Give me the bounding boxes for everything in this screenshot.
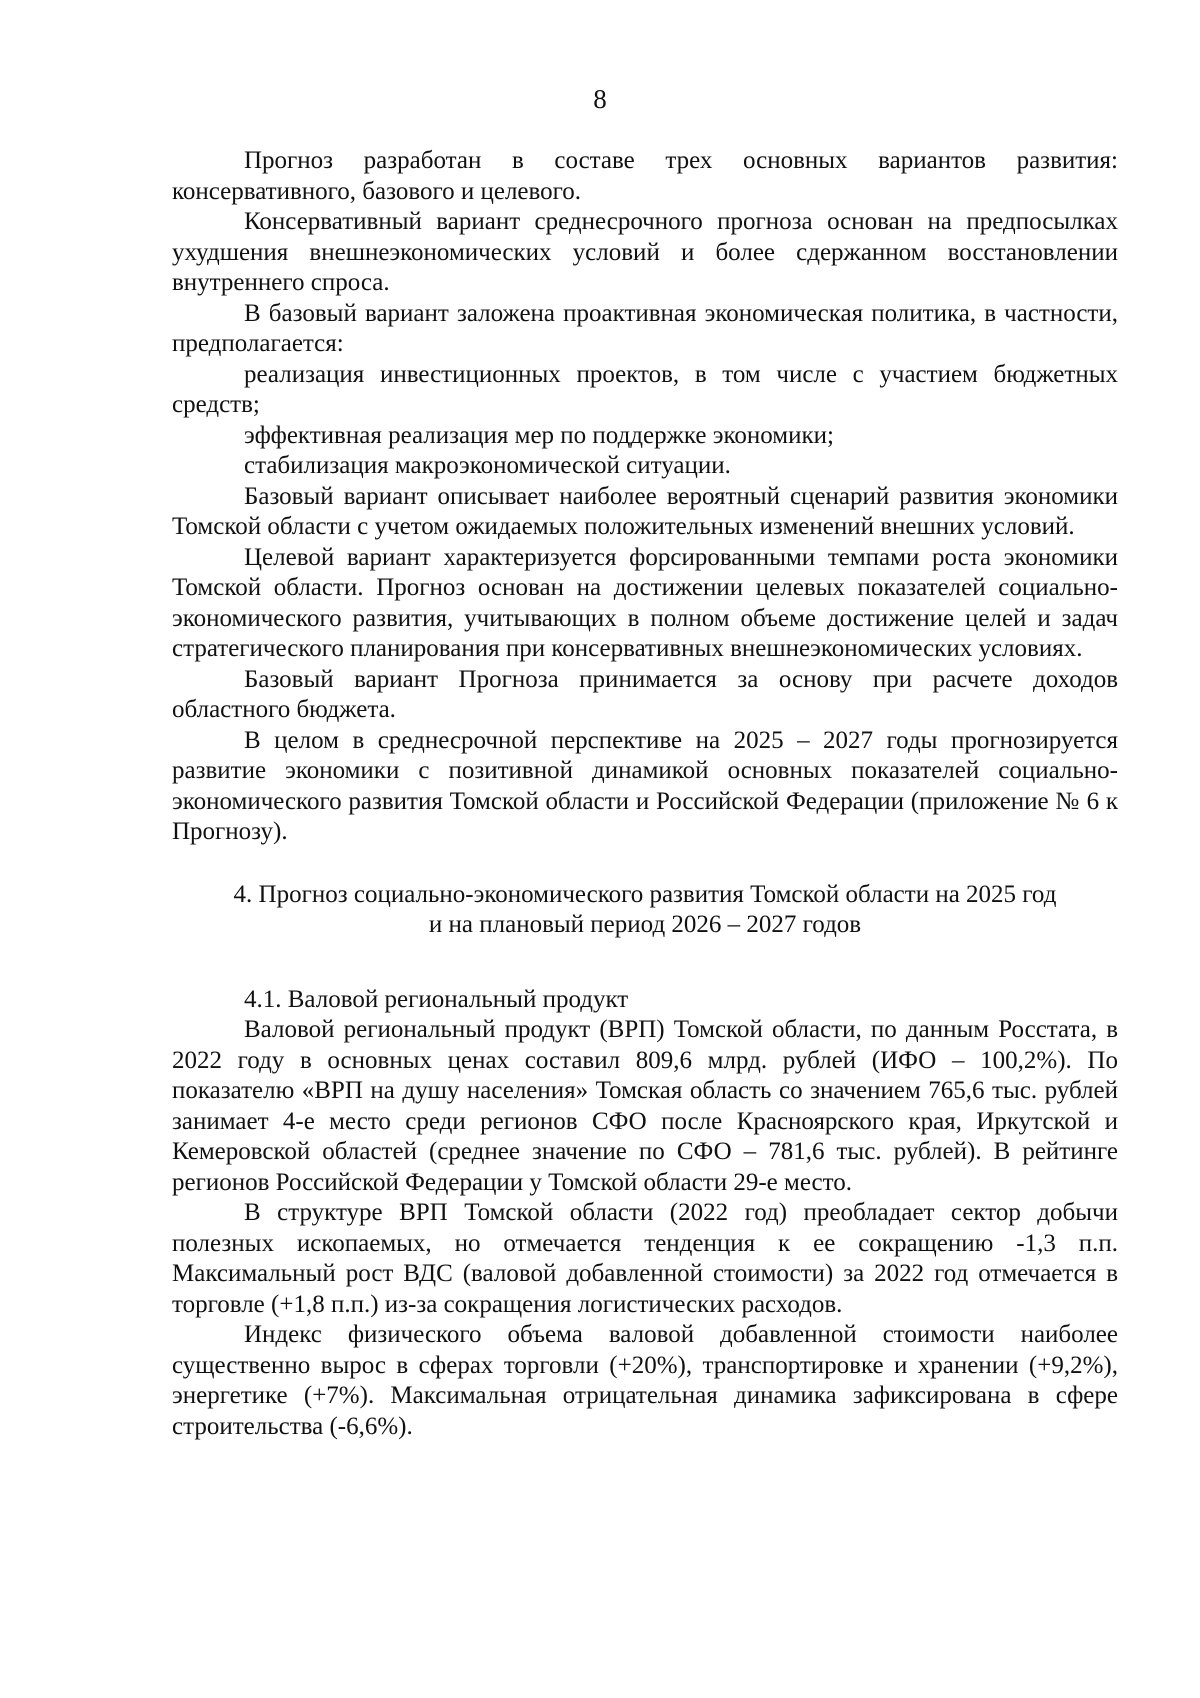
section-heading-line-2: и на плановый период 2026 – 2027 годов [428, 911, 862, 938]
page-number: 8 [593, 84, 607, 114]
section-heading [172, 880, 1118, 941]
paragraph-medium-term-outlook: В целом в среднесрочной перспективе на 2025 – 2027 годы прогнозируется развитие экономики с позитивной динамикой основных показателей социально-экономического развития Томской области и Российской Федерации (приложение № 6 к Прогнозу). [172, 726, 1118, 845]
list-item-stabilization: стабилизация макроэкономической ситуации. [244, 452, 731, 479]
paragraph-grp-overview: Валовой региональный продукт (ВРП) Томской области, по данным Росстата, в 2022 году в основных ценах составил 809,6 млрд. рублей (ИФО – 100,2%). По показателю «ВРП на душу населения» Томская область со значением 765,6 тыс. рублей занимает 4-е место среди регионов СФО после Красноярского края, Иркутской и Кемеровской областей (среднее значение по СФО – 781,6 тыс. рублей). В рейтинге регионов Российской Федерации у Томской области 29-е место. [172, 1016, 1118, 1196]
paragraph-base-variant-description: Базовый вариант описывает наиболее вероятный сценарий развития экономики Томской области с учетом ожидаемых положительных изменений внешних условий. [172, 482, 1118, 540]
paragraph-grp-structure: В структуре ВРП Томской области (2022 год) преобладает сектор добычи полезных ископаемых, но отмечается тенденция к ее сокращению -1,3 п.п. Максимальный рост ВДС (валовой добавленной стоимости) за 2022 год отмечается в торговле (+1,8 п.п.) из-за сокращения логистических расходов. [172, 1199, 1118, 1318]
paragraph-target-variant: Целевой вариант характеризуется форсированными темпами роста экономики Томской области. Прогноз основан на достижении целевых показателей социально-экономического развития, учитывающих в полном объеме достижение целей и задач стратегического планирования при консервативных внешнеэкономических условиях. [172, 543, 1118, 662]
paragraph-budget-basis: Базовый вариант Прогноза принимается за основу при расчете доходов областного бюджета. [172, 665, 1118, 723]
paragraph-conservative-variant: Консервативный вариант среднесрочного прогноза основан на предпосылках ухудшения внешнеэкономических условий и более сдержанном восстановлении внутреннего спроса. [172, 208, 1118, 296]
paragraph-base-variant-intro: В базовый вариант заложена проактивная экономическая политика, в частности, предполагается: [172, 299, 1118, 357]
paragraph-gva-index: Индекс физического объема валовой добавленной стоимости наиболее существенно вырос в сферах торговли (+20%), транспортировке и хранении (+9,2%), энергетике (+7%). Максимальная отрицательная динамика зафиксирована в сфере строительства (-6,6%). [172, 1321, 1118, 1440]
paragraph-forecast-variants: Прогноз разработан в составе трех основных вариантов развития: консервативного, базового и целевого. [172, 147, 1118, 205]
list-item-economy-support: эффективная реализация мер по поддержке экономики; [244, 421, 834, 449]
document-body [172, 146, 1118, 1442]
list-item-investment-projects: реализация инвестиционных проектов, в том числе с участием бюджетных средств; [172, 360, 1118, 418]
section-heading-line-1: 4. Прогноз социально-экономического развития Томской области на 2025 год [233, 880, 1057, 908]
subsection-title: 4.1. Валовой региональный продукт [244, 985, 629, 1013]
